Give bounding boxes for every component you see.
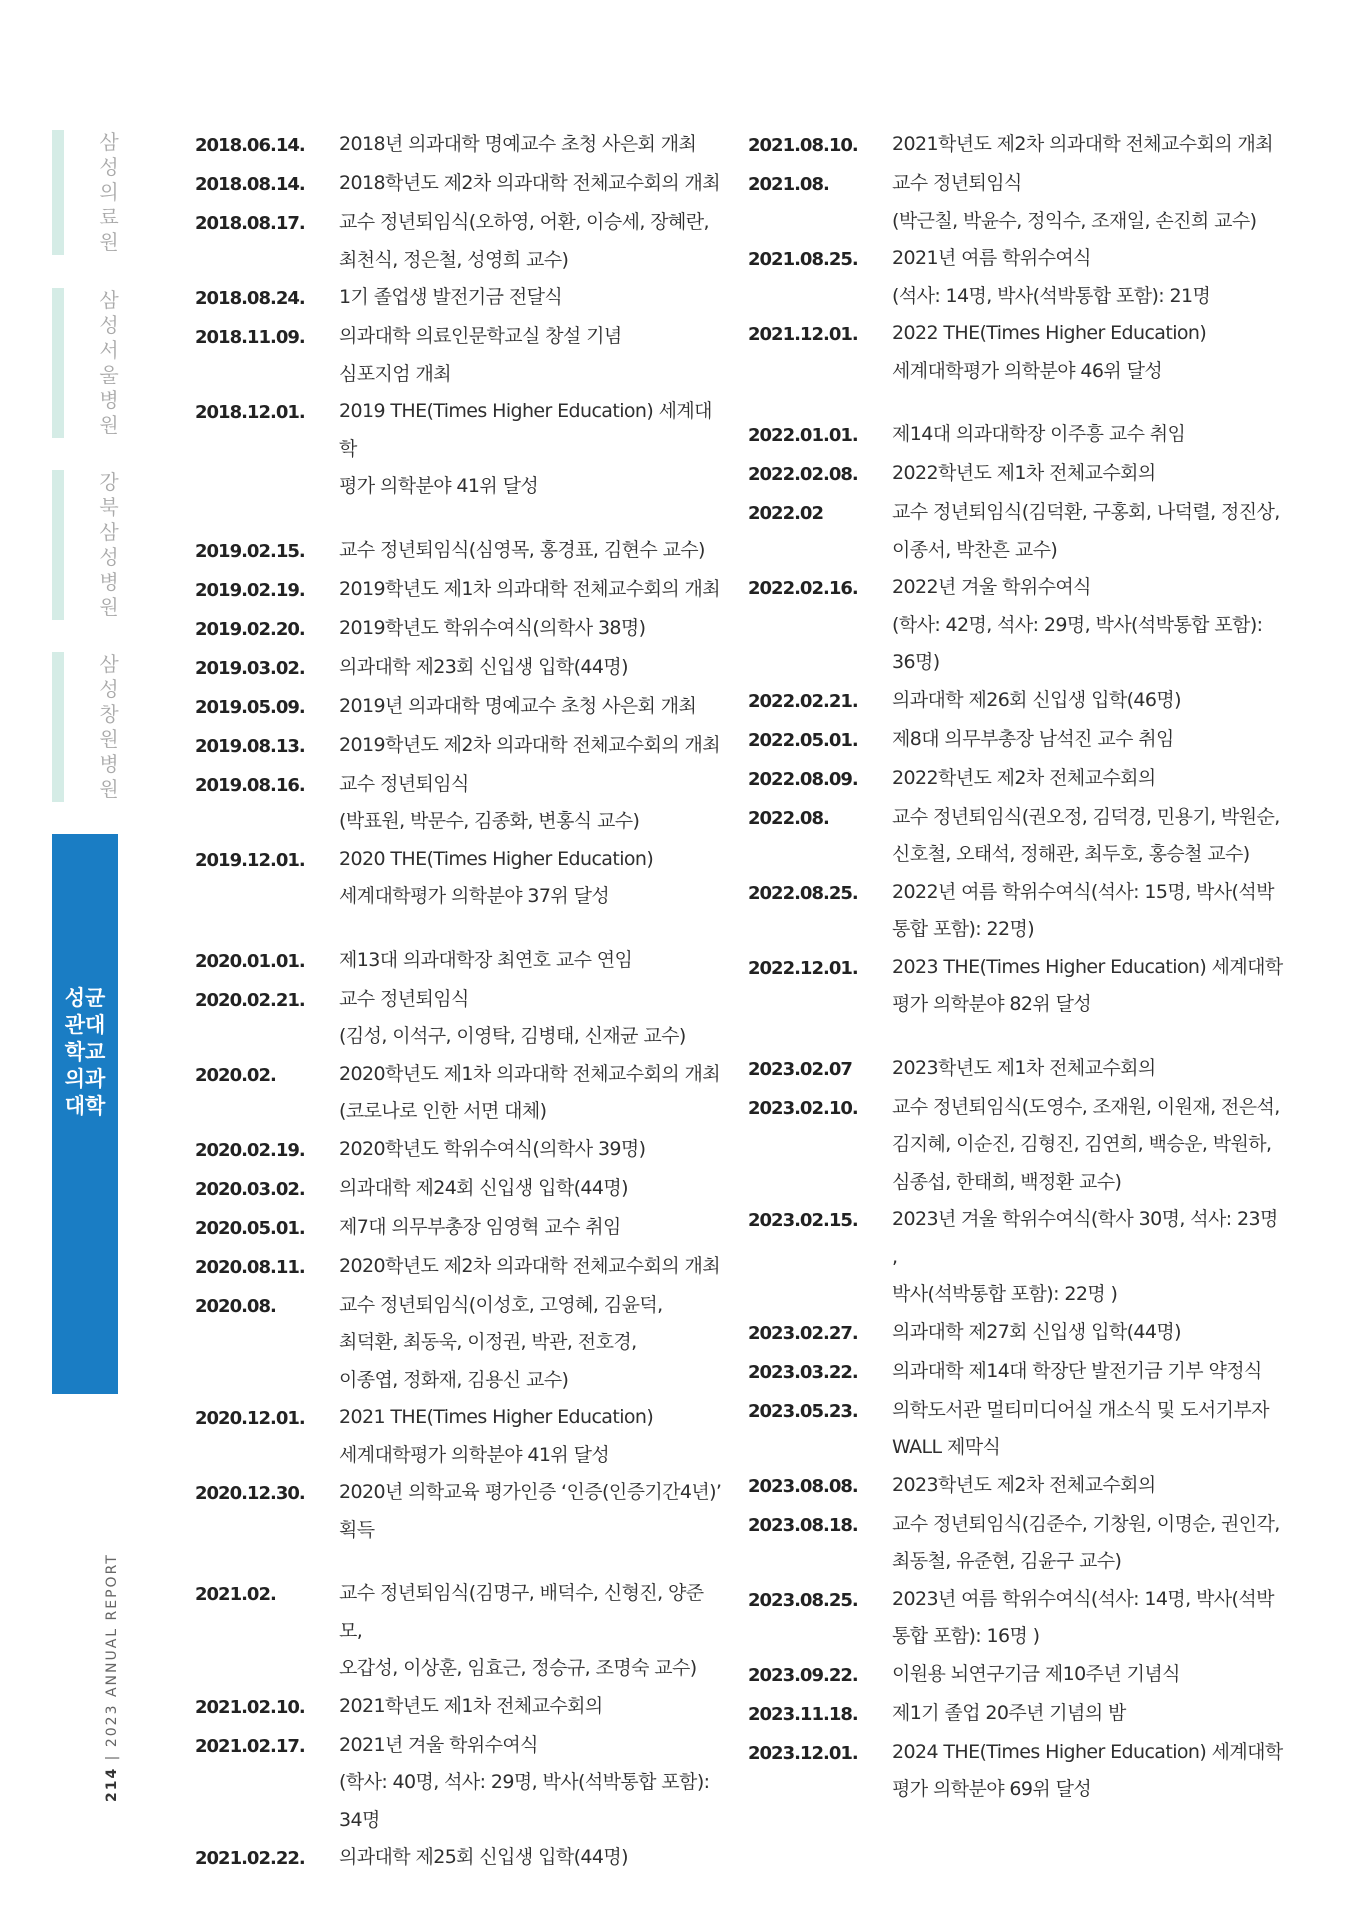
entry-line: (박표원, 박문수, 김종화, 변홍식 교수) [339,810,640,832]
entry-line: 교수 정년퇴임식 [339,772,469,795]
entry-description [339,204,725,279]
report-title: 2023 ANNUAL REPORT [104,1553,120,1748]
entry-date: 2023.02.27. [748,1322,858,1344]
entry-description [892,799,1288,874]
entry-date: 2020.12.30. [195,1483,305,1504]
entry-date: 2022.08.25. [748,882,858,904]
entry-line: 2021년 여름 학위수여식 [892,247,1091,269]
entry-description [339,1839,725,1877]
entry-description [339,766,725,841]
entry-line: 세계대학평가 의학분야 41위 달성 [339,1443,610,1466]
entry-line: 2019 THE(Times Higher Education) 세계대학 [339,400,712,460]
entry-line: 2022학년도 제1차 전체교수회의 [892,462,1156,484]
entry-date: 2023.12.01. [748,1742,858,1764]
entry-line: 2020학년도 제1차 의과대학 전체교수회의 개최 [339,1062,721,1085]
timeline-entry [748,1467,1288,1506]
entry-line: 김지혜, 이순진, 김형진, 김연희, 백승운, 박원하, [892,1133,1272,1155]
footer-separator: | [104,1753,120,1761]
entry-date: 2018.12.01. [195,402,305,423]
entry-description [892,721,1288,759]
entry-line: 2021년 겨울 학위수여식 [339,1733,538,1756]
entry-date: 2022.08.09. [748,768,858,790]
entry-date: 2022.12.01. [748,957,858,979]
entry-date: 2021.08.25. [748,249,858,270]
entry-description [892,1353,1288,1391]
entry-description [339,165,725,203]
entry-description [892,165,1288,240]
entry-line: 제7대 의무부총장 임영혁 교수 취임 [339,1215,621,1238]
entry-line: 2023년 여름 학위수여식(석사: 14명, 박사(석박 [892,1587,1274,1610]
entry-line: 2023 THE(Times Higher Education) 세계대학 [892,955,1283,978]
entry-description [339,126,725,164]
entry-line: 최덕환, 최동욱, 이정권, 박관, 전호경, [339,1331,637,1353]
entry-line: 교수 정년퇴임식(김준수, 기창원, 이명순, 권인각, [892,1512,1280,1535]
entry-date: 2018.08.17. [195,213,305,234]
entry-line: 2020년 의학교육 평가인증 ‘인증(인증기간4년)’ 획득 [339,1481,722,1541]
timeline-entry [195,279,725,318]
timeline-entry [748,1050,1288,1089]
entry-line: 2022 THE(Times Higher Education) [892,322,1207,344]
timeline-year-gap [195,916,725,942]
timeline-entry [748,1695,1288,1734]
entry-date: 2019.02.15. [195,540,305,562]
timeline-entry [195,1688,725,1727]
entry-description [339,1131,725,1169]
entry-description [339,1575,725,1688]
timeline-entry [195,204,725,279]
entry-date: 2022.02.08. [748,464,858,485]
entry-description [339,1688,725,1726]
entry-date: 2019.02.20. [195,618,305,640]
entry-line: (김성, 이석구, 이영탁, 김병태, 신재균 교수) [339,1025,686,1047]
entry-description [892,1695,1288,1733]
entry-line: 최동철, 유준현, 김윤구 교수) [892,1550,1122,1572]
timeline-entry [195,1209,725,1248]
timeline-entry [195,610,725,649]
entry-description [339,1056,725,1131]
entry-line: (학사: 40명, 석사: 29명, 박사(석박통합 포함): 34명 [339,1771,710,1831]
entry-line: 의과대학 의료인문학교실 창설 기념 [339,325,622,347]
entry-date: 2021.02.22. [195,1848,305,1869]
entry-line: 2023학년도 제2차 전체교수회의 [892,1473,1156,1496]
entry-description [892,455,1288,493]
entry-description [339,1170,725,1208]
timeline-right-column [748,126,1288,1809]
entry-line: (박근칠, 박윤수, 정익수, 조재일, 손진희 교수) [892,209,1257,232]
entry-line: 2022년 여름 학위수여식(석사: 15명, 박사(석박 [892,880,1274,903]
timeline-entry [748,416,1288,455]
sidebar-tab-samsung-medical-center[interactable]: 삼성의료원 [99,130,119,254]
entry-line: 세계대학평가 의학분야 37위 달성 [339,885,610,907]
timeline-entry [195,532,725,571]
entry-date: 2020.12.01. [195,1408,305,1429]
entry-description [892,126,1288,164]
timeline-entry [195,393,725,506]
timeline-entry [748,1656,1288,1695]
timeline-entry [195,126,725,165]
entry-line: 평가 의학분야 82위 달성 [892,993,1092,1015]
entry-date: 2020.03.02. [195,1178,305,1200]
entry-date: 2023.02.07 [748,1058,852,1080]
entry-line: 제14대 의과대학장 이주흥 교수 취임 [892,423,1186,445]
entry-description [892,1467,1288,1505]
timeline-entry [748,494,1288,569]
footer-text [104,1553,120,1802]
entry-line: 이종서, 박찬흔 교수) [892,538,1058,561]
sidebar-tab-marker-1 [52,130,64,255]
entry-line: 2023년 겨울 학위수여식(학사 30명, 석사: 23명 , [892,1208,1278,1268]
timeline-entry [195,165,725,204]
entry-date: 2022.02 [748,503,823,524]
entry-line: 2022년 겨울 학위수여식 [892,576,1091,598]
entry-date: 2023.02.15. [748,1210,858,1231]
entry-date: 2023.02.10. [748,1097,858,1119]
timeline-entry [195,942,725,981]
entry-description [892,416,1288,454]
entry-date: 2018.06.14. [195,135,305,156]
entry-line: 2021학년도 제1차 전체교수회의 [339,1694,603,1717]
sidebar-tab-marker-2 [52,288,64,438]
entry-line: 교수 정년퇴임식 [339,987,469,1010]
sidebar-tab-samsung-seoul-hospital[interactable]: 삼성서울병원 [99,288,119,437]
timeline-entry [748,126,1288,165]
entry-line: 2020학년도 학위수여식(의학사 39명) [339,1137,646,1160]
entry-line: 심종섭, 한태희, 백정환 교수) [892,1170,1122,1193]
entry-date: 2020.05.01. [195,1217,305,1239]
entry-line: 평가 의학분야 69위 달성 [892,1778,1092,1800]
timeline-entry [748,682,1288,721]
timeline-entry [195,841,725,916]
entry-line: 의과대학 제27회 신입생 입학(44명) [892,1320,1181,1343]
entry-line: 의과대학 제25회 신입생 입학(44명) [339,1846,628,1868]
timeline-left-column [195,126,725,1878]
timeline-entry [748,760,1288,799]
entry-line: 2021 THE(Times Higher Education) [339,1406,654,1428]
timeline-entry [195,727,725,766]
entry-date: 2021.02.10. [195,1696,305,1718]
timeline-entry [748,240,1288,315]
entry-line: 이원용 뇌연구기금 제10주년 기념식 [892,1662,1180,1685]
entry-line: (학사: 42명, 석사: 29명, 박사(석박통합 포함): 36명) [892,613,1263,673]
entry-line: 의학도서관 멀티미디어실 개소식 및 도서기부자 [892,1398,1269,1421]
entry-line: 오갑성, 이상훈, 임효근, 정승규, 조명숙 교수) [339,1657,697,1679]
entry-line: 2018학년도 제2차 의과대학 전체교수회의 개최 [339,172,721,194]
entry-date: 2023.03.22. [748,1361,858,1383]
timeline-entry [748,315,1288,390]
entry-line: 최천식, 정은철, 성영희 교수) [339,248,569,271]
entry-description [892,1089,1288,1202]
timeline-entry [748,1201,1288,1314]
entry-description [339,318,725,393]
timeline-entry [195,571,725,610]
entry-description [339,1209,725,1247]
timeline-entry [195,1575,725,1688]
sidebar-tab-kangbuk-samsung-hospital[interactable]: 강북삼성병원 [99,470,119,619]
entry-description [892,949,1288,1024]
entry-date: 2023.08.08. [748,1475,858,1497]
page-number: 214 [104,1766,120,1802]
entry-date: 2023.08.25. [748,1589,858,1611]
entry-date: 2021.02.17. [195,1735,305,1757]
entry-date: 2021.08.10. [748,135,858,156]
entry-line: 2024 THE(Times Higher Education) 세계대학 [892,1740,1283,1763]
timeline-entry [748,1314,1288,1353]
entry-line: 평가 의학분야 41위 달성 [339,475,539,497]
timeline-entry [748,1506,1288,1581]
entry-line: 신호철, 오태석, 정해관, 최두호, 홍승철 교수) [892,843,1250,865]
entry-date: 2023.11.18. [748,1703,858,1725]
entry-description [339,942,725,980]
entry-line: 통합 포함): 16명 ) [892,1625,1040,1647]
entry-line: 의과대학 제24회 신입생 입학(44명) [339,1176,628,1199]
entry-description [892,1314,1288,1352]
entry-description [892,874,1288,949]
timeline-year-gap [748,390,1288,416]
timeline-entry [195,1248,725,1287]
entry-line: 2020 THE(Times Higher Education) [339,847,654,870]
entry-description [892,494,1288,569]
entry-date: 2022.05.01. [748,729,858,751]
timeline-entry [748,1581,1288,1656]
entry-date: 2022.02.21. [748,690,858,712]
entry-description [339,688,725,726]
timeline-entry [195,1170,725,1209]
entry-description [339,532,725,570]
entry-description [892,682,1288,720]
timeline-entry [748,1353,1288,1392]
entry-line: 세계대학평가 의학분야 46위 달성 [892,359,1163,382]
entry-description [339,1399,725,1474]
timeline-entry [748,949,1288,1024]
entry-line: 교수 정년퇴임식(도영수, 조재원, 이원재, 전은석, [892,1095,1280,1118]
entry-date: 2021.12.01. [748,324,858,345]
entry-line: 2019학년도 제2차 의과대학 전체교수회의 개최 [339,733,721,756]
entry-date: 2023.08.18. [748,1514,858,1536]
timeline-entry [748,1734,1288,1809]
timeline-entry [748,569,1288,682]
timeline-entry [748,455,1288,494]
timeline-entry [748,1089,1288,1202]
entry-description [339,279,725,317]
timeline-year-gap [748,1024,1288,1050]
entry-line: (석사: 14명, 박사(석박통합 포함): 21명 [892,284,1211,307]
entry-description [339,981,725,1056]
entry-description [892,1656,1288,1694]
sidebar-tab-marker-4 [52,652,64,802]
entry-date: 2020.02. [195,1064,276,1086]
entry-line: 의과대학 제14대 학장단 발전기금 기부 약정식 [892,1359,1262,1382]
entry-line: 심포지엄 개최 [339,362,451,385]
entry-description [892,1734,1288,1809]
timeline-entry [195,1839,725,1878]
entry-date: 2019.12.01. [195,849,305,871]
entry-date: 2020.02.19. [195,1139,305,1161]
entry-line: 교수 정년퇴임식(심영목, 홍경표, 김현수 교수) [339,538,705,561]
entry-date: 2018.11.09. [195,327,305,348]
timeline-entry [748,165,1288,240]
entry-description [339,1727,725,1840]
timeline-entry [195,981,725,1056]
entry-line: 2019학년도 제1차 의과대학 전체교수회의 개최 [339,577,721,600]
entry-line: WALL 제막식 [892,1436,1001,1458]
entry-line: 이종엽, 정화재, 김용신 교수) [339,1368,569,1391]
entry-date: 2020.08. [195,1295,276,1317]
timeline-entry [195,1287,725,1400]
entry-line: 교수 정년퇴임식(권오정, 김덕경, 민용기, 박원순, [892,805,1280,828]
entry-date: 2023.05.23. [748,1400,858,1422]
entry-date: 2019.08.13. [195,735,305,757]
entry-line: 교수 정년퇴임식(이성호, 고영혜, 김윤덕, [339,1293,663,1316]
entry-date: 2021.08. [748,174,829,195]
entry-description [892,1506,1288,1581]
entry-date: 2022.01.01. [748,425,858,446]
timeline-entry [748,874,1288,949]
timeline-year-gap [195,506,725,532]
sidebar-active-tab-label: 성균관대학교 의과대학 [64,986,106,1118]
entry-line: 제13대 의과대학장 최연호 교수 연임 [339,948,633,971]
entry-date: 2022.08. [748,807,829,829]
entry-line: (코로나로 인한 서면 대체) [339,1100,547,1122]
entry-date: 2020.08.11. [195,1256,305,1278]
timeline-entry [195,1474,725,1549]
entry-description [892,240,1288,315]
entry-description [892,760,1288,798]
timeline-entry [195,649,725,688]
sidebar-tab-samsung-changwon-hospital[interactable]: 삼성창원병원 [99,652,119,801]
entry-line: 2020학년도 제2차 의과대학 전체교수회의 개최 [339,1254,721,1277]
entry-description [892,1581,1288,1656]
entry-line: 2023학년도 제1차 전체교수회의 [892,1056,1156,1079]
timeline-entry [195,318,725,393]
entry-date: 2023.09.22. [748,1664,858,1686]
entry-description [339,727,725,765]
timeline-entry [748,1392,1288,1467]
entry-date: 2019.02.19. [195,579,305,601]
entry-line: 1기 졸업생 발전기금 전달식 [339,286,563,308]
entry-line: 2018년 의과대학 명예교수 초청 사은회 개최 [339,133,697,155]
timeline-entry [195,1727,725,1840]
entry-line: 2019학년도 학위수여식(의학사 38명) [339,616,646,639]
timeline-entry [195,766,725,841]
timeline-year-gap [195,1549,725,1575]
entry-description [339,610,725,648]
entry-description [892,1050,1288,1088]
entry-description [339,841,725,916]
entry-date: 2019.03.02. [195,657,305,679]
entry-line: 2022학년도 제2차 전체교수회의 [892,766,1156,789]
timeline-entry [748,799,1288,874]
entry-line: 의과대학 제23회 신입생 입학(44명) [339,655,628,678]
entry-description [339,1474,725,1549]
entry-line: 의과대학 제26회 신입생 입학(46명) [892,688,1181,711]
entry-line: 교수 정년퇴임식(김덕환, 구홍회, 나덕렬, 정진상, [892,501,1280,523]
entry-line: 박사(석박통합 포함): 22명 ) [892,1283,1118,1305]
entry-line: 2019년 의과대학 명예교수 초청 사은회 개최 [339,694,697,717]
timeline-entry [748,721,1288,760]
entry-description [892,1392,1288,1467]
entry-description [892,315,1288,390]
entry-date: 2021.02. [195,1584,276,1605]
entry-date: 2018.08.24. [195,288,305,309]
entry-date: 2022.02.16. [748,578,858,599]
timeline-entry [195,1131,725,1170]
entry-date: 2020.02.21. [195,989,305,1011]
entry-description [339,1248,725,1286]
entry-line: 교수 정년퇴임식 [892,172,1022,194]
sidebar-tab-marker-3 [52,470,64,620]
entry-date: 2018.08.14. [195,174,305,195]
entry-description [339,1287,725,1400]
entry-date: 2019.05.09. [195,696,305,718]
entry-line: 제1기 졸업 20주년 기념의 밤 [892,1701,1126,1724]
timeline-entry [195,688,725,727]
entry-line: 교수 정년퇴임식(오하영, 어환, 이승세, 장혜란, [339,211,709,233]
entry-line: 2021학년도 제2차 의과대학 전체교수회의 개최 [892,133,1274,155]
entry-date: 2020.01.01. [195,950,305,972]
entry-line: 통합 포함): 22명) [892,918,1035,940]
entry-description [339,649,725,687]
entry-line: 제8대 의무부총장 남석진 교수 취임 [892,727,1174,750]
entry-description [892,1201,1288,1314]
entry-description [339,393,725,506]
entry-line: 교수 정년퇴임식(김명구, 배덕수, 신형진, 양준모, [339,1582,704,1642]
entry-date: 2019.08.16. [195,774,305,796]
timeline-entry [195,1399,725,1474]
entry-description [892,569,1288,682]
timeline-entry [195,1056,725,1131]
entry-description [339,571,725,609]
